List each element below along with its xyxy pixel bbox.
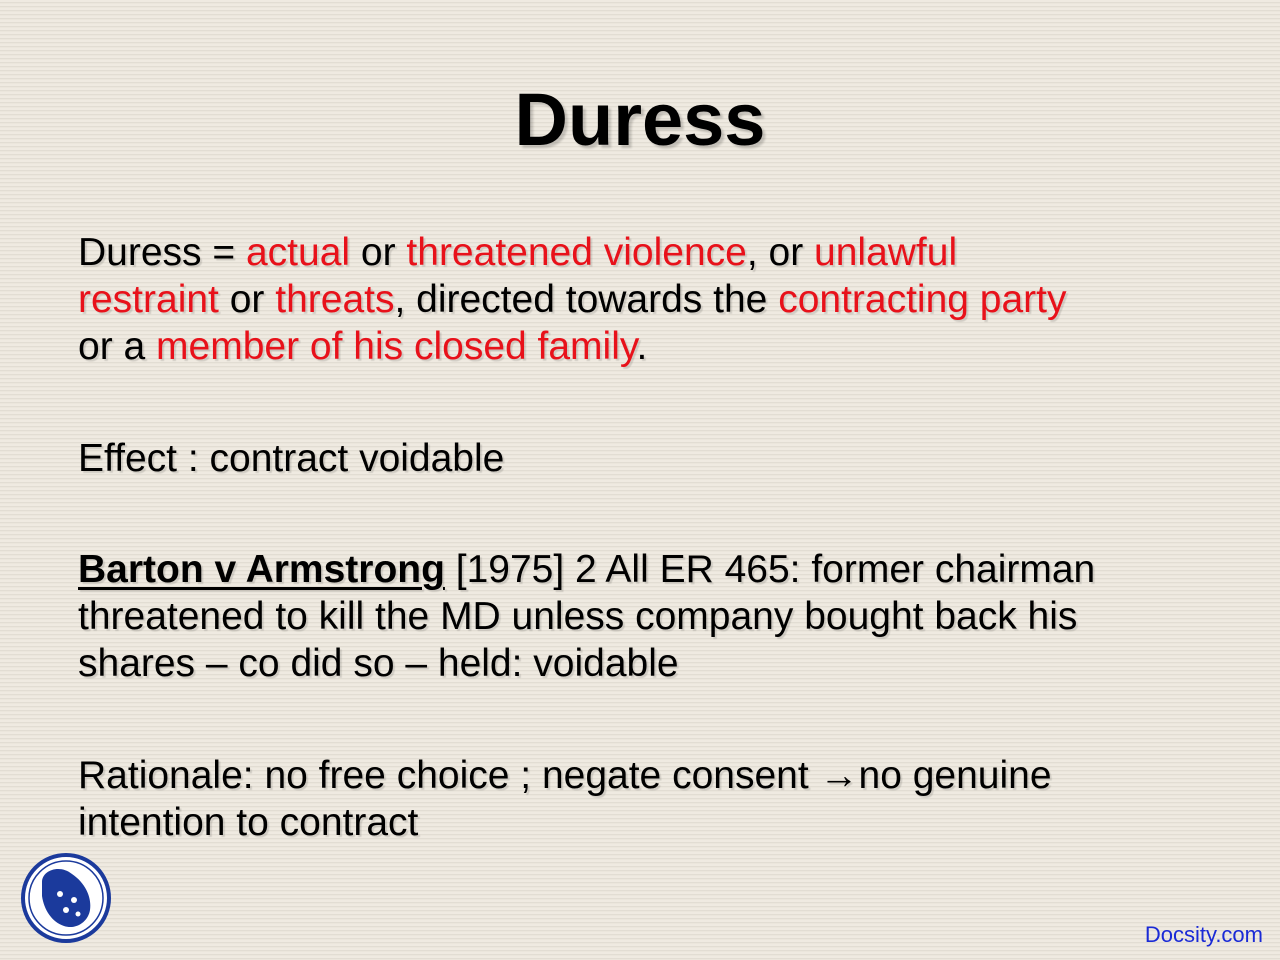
slide-title: Duress xyxy=(514,78,766,161)
highlight-term: actual xyxy=(245,231,351,274)
definition-text: or xyxy=(218,278,276,321)
effect-paragraph: Effect : contract voidable xyxy=(78,437,505,480)
highlight-term: contracting party xyxy=(778,278,1067,321)
case-text-line: shares – co did so – held: voidable xyxy=(78,642,679,685)
rationale-text: Rationale: no free choice ; negate consent xyxy=(78,754,820,797)
case-name: Barton v Armstrong xyxy=(78,548,445,591)
highlight-term: threatened violence xyxy=(406,231,747,274)
highlight-term: restraint xyxy=(78,278,219,321)
university-crest-icon xyxy=(20,852,112,944)
definition-text: or a xyxy=(78,325,157,368)
definition-paragraph xyxy=(78,229,1238,370)
definition-text: , or xyxy=(746,231,815,274)
case-paragraph xyxy=(78,546,1238,687)
definition-text: , directed towards the xyxy=(394,278,779,321)
definition-text: Duress = xyxy=(78,231,246,274)
rationale-text: no genuine xyxy=(858,754,1052,797)
highlight-term: unlawful xyxy=(814,231,958,274)
docsity-watermark[interactable]: Docsity.com xyxy=(1144,922,1263,947)
rationale-paragraph xyxy=(78,752,1238,846)
highlight-term: threats xyxy=(275,278,395,321)
highlight-term: member of his closed family xyxy=(156,325,637,368)
case-text-line: threatened to kill the MD unless company bought back his xyxy=(78,595,1078,638)
definition-text: . xyxy=(636,325,648,368)
arrow-right-icon: → xyxy=(819,754,859,797)
rationale-text: intention to contract xyxy=(78,801,419,844)
definition-text: or xyxy=(350,231,407,274)
case-citation: [1975] 2 All ER 465: former chairman xyxy=(444,548,1096,591)
